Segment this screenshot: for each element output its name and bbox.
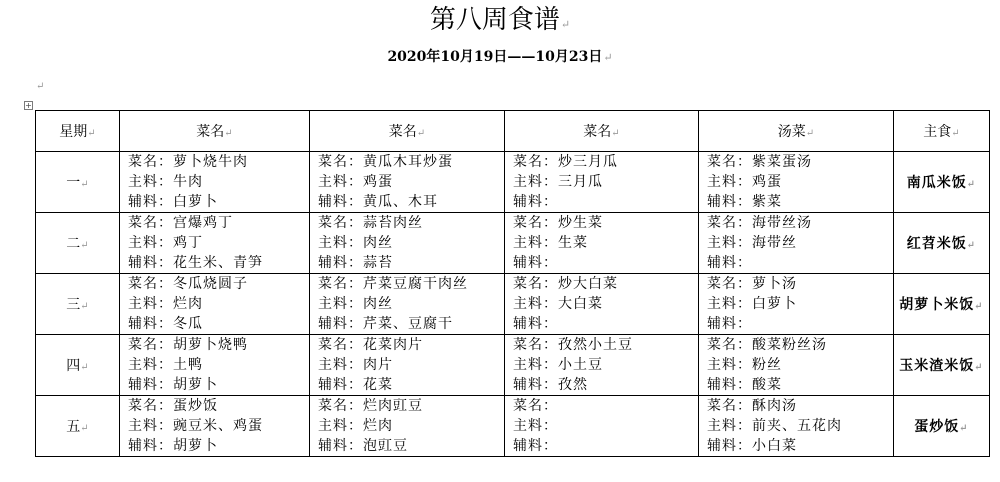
header-cell: 汤菜↵	[699, 111, 894, 152]
dish-main-ingredient: 主料：肉丝	[318, 296, 393, 312]
dish-cell	[310, 152, 505, 213]
dish-name: 菜名：宫爆鸡丁	[128, 215, 233, 231]
empty-paragraph-mark: ↵	[36, 81, 45, 92]
dish-cell	[310, 335, 505, 396]
paragraph-mark: ↵	[603, 51, 613, 64]
dish-cell	[120, 335, 310, 396]
dish-cell	[310, 396, 505, 457]
dish-main-ingredient: 主料：烂肉	[318, 418, 393, 434]
table-row	[36, 213, 990, 274]
dish-aux-ingredient: 辅料：	[707, 255, 752, 271]
dish-name: 菜名：炒生菜	[513, 215, 603, 231]
dish-name: 菜名：酸菜粉丝汤	[707, 337, 827, 353]
dish-aux-ingredient: 辅料：花生米、青笋	[128, 255, 263, 271]
dish-name: 菜名：炒三月瓜	[513, 154, 618, 170]
dish-cell	[120, 396, 310, 457]
dish-cell	[120, 274, 310, 335]
paragraph-mark: ↵	[560, 18, 571, 31]
dish-aux-ingredient: 辅料：	[707, 316, 752, 332]
table-row	[36, 396, 990, 457]
dish-aux-ingredient: 辅料：紫菜	[707, 194, 782, 210]
day-cell: 二↵	[36, 213, 120, 274]
dish-aux-ingredient: 辅料：花菜	[318, 377, 393, 393]
dish-name: 菜名：孜然小土豆	[513, 337, 633, 353]
table-header-row	[36, 111, 990, 152]
staple-cell: 蛋炒饭↵	[894, 396, 990, 457]
staple-cell: 南瓜米饭↵	[894, 152, 990, 213]
dish-aux-ingredient: 辅料：胡萝卜	[128, 438, 218, 454]
day-cell: 三↵	[36, 274, 120, 335]
dish-cell	[120, 213, 310, 274]
soup-cell	[699, 152, 894, 213]
dish-main-ingredient: 主料：肉丝	[318, 235, 393, 251]
dish-aux-ingredient: 辅料：蒜苔	[318, 255, 393, 271]
dish-name: 菜名：黄瓜木耳炒蛋	[318, 154, 453, 170]
dish-aux-ingredient: 辅料：白萝卜	[128, 194, 218, 210]
dish-cell	[505, 274, 699, 335]
dish-main-ingredient: 主料：鸡蛋	[318, 174, 393, 190]
dish-name: 菜名：芹菜豆腐干肉丝	[318, 276, 468, 292]
dish-cell	[505, 213, 699, 274]
dish-cell	[505, 152, 699, 213]
dish-cell	[505, 335, 699, 396]
title-text: 第八周食谱	[429, 5, 560, 35]
dish-aux-ingredient: 辅料：冬瓜	[128, 316, 203, 332]
dish-name: 菜名：萝卜烧牛肉	[128, 154, 248, 170]
dish-aux-ingredient: 辅料：	[513, 255, 558, 271]
soup-cell	[699, 396, 894, 457]
day-cell: 五↵	[36, 396, 120, 457]
dish-aux-ingredient: 辅料：黄瓜、木耳	[318, 194, 438, 210]
dish-main-ingredient: 主料：鸡丁	[128, 235, 203, 251]
date-range	[0, 48, 1000, 67]
dish-main-ingredient: 主料：白萝卜	[707, 296, 797, 312]
dish-cell	[310, 274, 505, 335]
soup-cell	[699, 274, 894, 335]
dish-name: 菜名：冬瓜烧圆子	[128, 276, 248, 292]
header-cell: 主食↵	[894, 111, 990, 152]
dish-main-ingredient: 主料：大白菜	[513, 296, 603, 312]
dish-name: 菜名：炒大白菜	[513, 276, 618, 292]
dish-name: 菜名：烂肉豇豆	[318, 398, 423, 414]
document-title	[0, 4, 1000, 41]
dish-aux-ingredient: 辅料：芹菜、豆腐干	[318, 316, 453, 332]
table-move-handle-icon[interactable]: +	[25, 101, 32, 110]
dish-cell	[505, 396, 699, 457]
dish-cell	[310, 213, 505, 274]
dish-name: 菜名：花菜肉片	[318, 337, 423, 353]
dish-main-ingredient: 主料：牛肉	[128, 174, 203, 190]
table-row	[36, 152, 990, 213]
date-range-text: 2020年10月19日——10月23日	[387, 49, 603, 65]
dish-aux-ingredient: 辅料：	[513, 194, 558, 210]
dish-aux-ingredient: 辅料：孜然	[513, 377, 588, 393]
dish-main-ingredient: 主料：前夹、五花肉	[707, 418, 842, 434]
header-cell: 菜名↵	[310, 111, 505, 152]
header-cell: 星期↵	[36, 111, 120, 152]
dish-main-ingredient: 主料：三月瓜	[513, 174, 603, 190]
dish-main-ingredient: 主料：鸡蛋	[707, 174, 782, 190]
staple-cell: 红苕米饭↵	[894, 213, 990, 274]
dish-cell	[120, 152, 310, 213]
soup-cell	[699, 213, 894, 274]
dish-main-ingredient: 主料：	[513, 418, 558, 434]
dish-name: 菜名：胡萝卜烧鸭	[128, 337, 248, 353]
staple-cell: 胡萝卜米饭↵	[894, 274, 990, 335]
dish-main-ingredient: 主料：粉丝	[707, 357, 782, 373]
dish-aux-ingredient: 辅料：	[513, 438, 558, 454]
dish-name: 菜名：海带丝汤	[707, 215, 812, 231]
day-cell: 四↵	[36, 335, 120, 396]
dish-aux-ingredient: 辅料：泡豇豆	[318, 438, 408, 454]
menu-table	[35, 110, 990, 457]
dish-name: 菜名：紫菜蛋汤	[707, 154, 812, 170]
header-cell: 菜名↵	[505, 111, 699, 152]
dish-name: 菜名：酥肉汤	[707, 398, 797, 414]
dish-aux-ingredient: 辅料：小白菜	[707, 438, 797, 454]
dish-aux-ingredient: 辅料：胡萝卜	[128, 377, 218, 393]
dish-name: 菜名：蛋炒饭	[128, 398, 218, 414]
dish-main-ingredient: 主料：豌豆米、鸡蛋	[128, 418, 263, 434]
dish-main-ingredient: 主料：海带丝	[707, 235, 797, 251]
soup-cell	[699, 335, 894, 396]
header-cell: 菜名↵	[120, 111, 310, 152]
dish-main-ingredient: 主料：小土豆	[513, 357, 603, 373]
staple-cell: 玉米渣米饭↵	[894, 335, 990, 396]
dish-name: 菜名：萝卜汤	[707, 276, 797, 292]
table-row	[36, 274, 990, 335]
day-cell: 一↵	[36, 152, 120, 213]
dish-name: 菜名：蒜苔肉丝	[318, 215, 423, 231]
dish-name: 菜名：	[513, 398, 558, 414]
dish-aux-ingredient: 辅料：酸菜	[707, 377, 782, 393]
dish-main-ingredient: 主料：烂肉	[128, 296, 203, 312]
dish-main-ingredient: 主料：土鸭	[128, 357, 203, 373]
table-row	[36, 335, 990, 396]
dish-aux-ingredient: 辅料：	[513, 316, 558, 332]
dish-main-ingredient: 主料：生菜	[513, 235, 588, 251]
dish-main-ingredient: 主料：肉片	[318, 357, 393, 373]
